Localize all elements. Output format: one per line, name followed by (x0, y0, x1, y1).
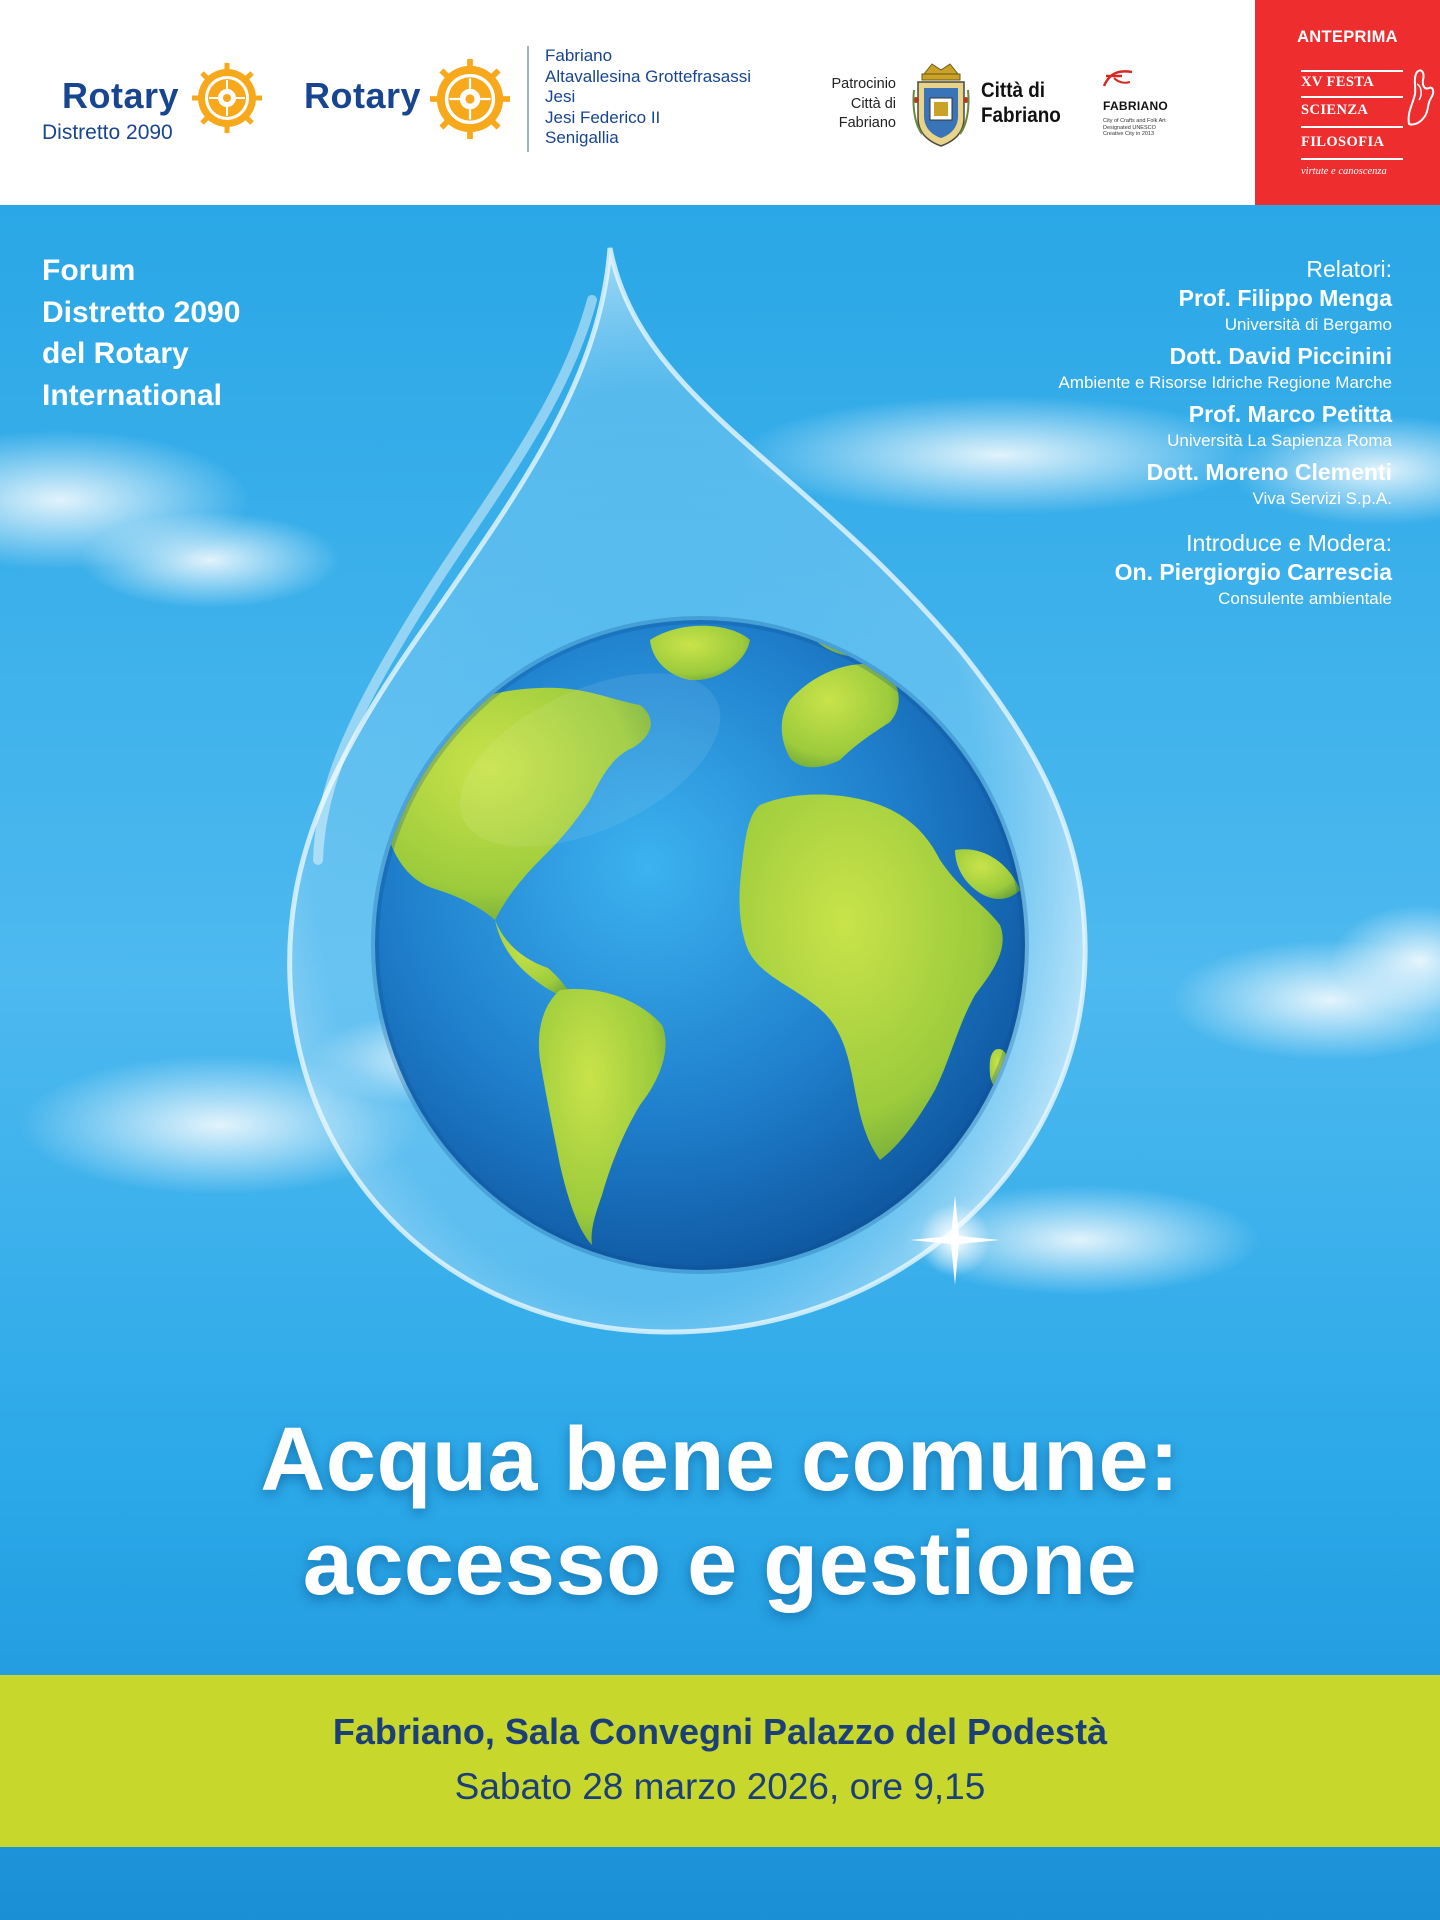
speaker-name: Dott. Moreno Clementi (1146, 459, 1392, 485)
title-line: accesso e gestione (302, 1514, 1138, 1614)
citta-name-line: Fabriano (981, 104, 1061, 127)
poster-title (0, 1408, 1440, 1616)
fabriano-caption-line: Creative City in 2013 (1103, 131, 1155, 137)
festa-tagline: virtute e canoscenza (1301, 166, 1387, 177)
rotary-wheel-icon (192, 63, 262, 133)
patronage-line: Fabriano (838, 115, 896, 131)
title-line: Acqua bene comune: (260, 1410, 1180, 1510)
speaker-name: Prof. Filippo Menga (1178, 285, 1392, 311)
citta-di-fabriano-wordmark (981, 78, 1061, 128)
speaker-affiliation: Ambiente e Risorse Idriche Regione Marche (1058, 373, 1392, 392)
header-bar (0, 0, 1440, 205)
fabriano-logo-name: FABRIANO (1103, 99, 1169, 113)
fabriano-coat-of-arms-icon (912, 60, 970, 148)
speaker-name: Dott. David Piccinini (1169, 343, 1392, 369)
speakers-heading: Relatori: (1306, 256, 1392, 282)
speakers-panel (1058, 254, 1392, 616)
club-name: Jesi (545, 87, 576, 106)
citta-name-line: Città di (981, 79, 1046, 102)
fabriano-creative-city-logo-icon (1100, 66, 1136, 92)
speaker-affiliation: Viva Servizi S.p.A. (1252, 489, 1392, 508)
moderator-name: On. Piergiorgio Carrescia (1114, 559, 1392, 585)
festa-rule (1301, 158, 1403, 160)
festa-scienza-filosofia-badge (1255, 0, 1440, 205)
moderator-affiliation: Consulente ambientale (1218, 589, 1392, 608)
anteprima-label: ANTEPRIMA (1297, 28, 1398, 46)
moderator-heading: Introduce e Modera: (1186, 530, 1392, 556)
festa-rule (1301, 70, 1403, 72)
rotary-wheel-icon (430, 59, 510, 139)
fabriano-caption-line: City of Crafts and Folk Art (1103, 118, 1166, 124)
festa-line: FILOSOFIA (1301, 134, 1385, 150)
speaker-name: Prof. Marco Petitta (1188, 401, 1392, 427)
club-name: Jesi Federico II (545, 107, 661, 127)
club-name: Fabriano (545, 46, 613, 65)
event-info-band (0, 1675, 1440, 1847)
event-venue: Fabriano, Sala Convegni Palazzo del Podestà (332, 1711, 1108, 1752)
festa-rule (1301, 96, 1403, 98)
forum-line: International (42, 378, 223, 412)
fabriano-logo-caption (1103, 118, 1198, 138)
forum-line: del Rotary (42, 337, 189, 370)
festa-rule (1301, 126, 1403, 128)
rotary-wordmark: Rotary (304, 75, 422, 116)
patronage-label (800, 75, 896, 134)
forum-label (42, 250, 240, 416)
club-name: Senigallia (545, 128, 619, 147)
rotary-clubs-list (545, 46, 751, 149)
club-name: Altavallesina Grottefrasassi (545, 66, 751, 86)
fabriano-caption-line: Designated UNESCO (1103, 124, 1156, 131)
forum-line: Forum (42, 254, 136, 287)
forum-line: Distretto 2090 (42, 295, 241, 329)
hand-sketch-icon (1403, 64, 1437, 130)
speakers-spacer (1058, 516, 1392, 528)
rotary-wordmark: Rotary (62, 75, 180, 116)
speaker-affiliation: Università di Bergamo (1224, 315, 1392, 334)
event-date: Sabato 28 marzo 2026, ore 9,15 (454, 1766, 986, 1807)
rotary-district-label: Distretto 2090 (42, 121, 173, 144)
festa-line: XV FESTA (1301, 74, 1375, 90)
clubs-divider (527, 46, 529, 152)
patronage-line: Città di (850, 95, 896, 112)
patronage-line: Patrocinio (831, 76, 896, 92)
speaker-affiliation: Università La Sapienza Roma (1167, 431, 1392, 450)
festa-line: SCIENZA (1301, 102, 1369, 118)
